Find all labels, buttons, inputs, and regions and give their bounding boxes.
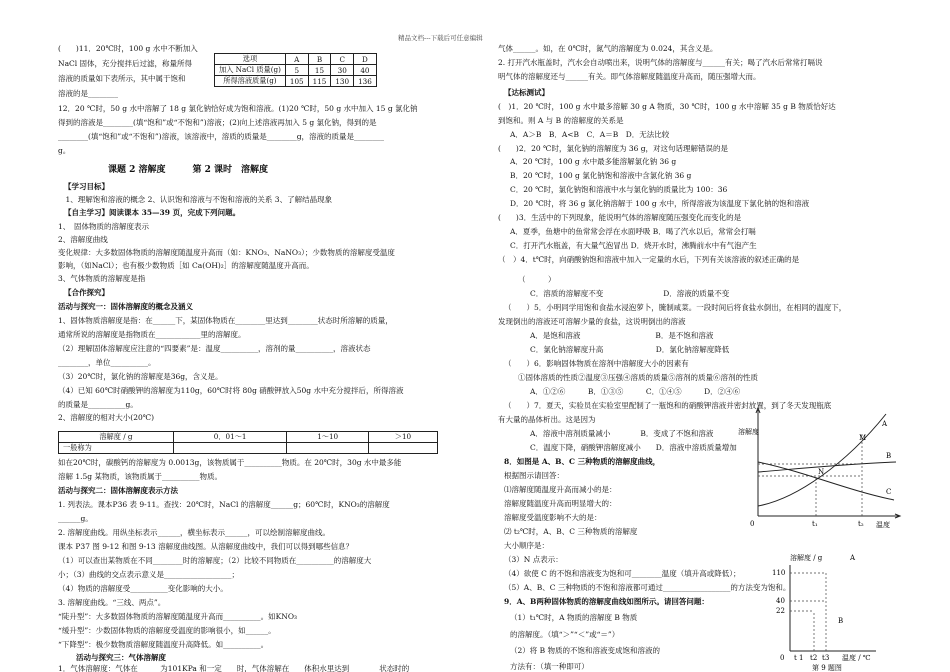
text-line: 方法有：（填一种即可） (510, 662, 589, 671)
table-cell: 30 (331, 65, 354, 76)
curve-c (758, 462, 894, 500)
text-line: NaCl 固体，充分搅拌后过滤，称量所得 (58, 59, 193, 68)
table-cell: 5 (285, 65, 308, 76)
table-row (59, 443, 438, 454)
text-line: A．A＞B B．A<B C．A＝B D．无法比较 (510, 130, 670, 139)
text-line: ( )3．生活中的下列现象，能说明气体的溶解度随压强变化而变化的是 (498, 213, 742, 222)
text-line: （4）已知 60℃时硝酸钾的溶解度为110g，60℃时将 80g 硝酸钾放入50g 水中充分搅拌后，所得溶液 (58, 386, 404, 395)
text-line: 小；（3）曲线的交点表示意义是__________________； (58, 570, 240, 579)
text-line: C．20 ℃时，氯化钠饱和溶液中水与氯化钠的质量比为 100：36 (510, 185, 728, 194)
text-line: （4）物质的溶解度受__________变化影响的大小。 (58, 584, 228, 593)
graph9-ytick-110: 110 (772, 569, 786, 577)
graph8-t2: t₂ (858, 520, 864, 528)
text-line: 溶液的质量如下表所示，其中属于饱和 (58, 74, 186, 83)
table-cell: 1～10 (287, 432, 369, 443)
solubility-level-table (58, 431, 438, 454)
table-row (215, 65, 377, 76)
text-line: 【学习目标】 (64, 182, 109, 191)
graph8-label-a: A (882, 420, 888, 428)
nacl-table (214, 53, 377, 87)
graph9-caption: 第 9 题图 (812, 664, 842, 672)
graph8-xlabel: 温度 (876, 521, 890, 529)
table-cell: 40 (354, 65, 377, 76)
text-line: C．温度下降，硝酸钾溶解度减小 D．溶液中溶质质量增加 (530, 443, 737, 452)
graph8-ylabel: 溶解度 (738, 428, 759, 436)
table-cell: B (308, 54, 331, 65)
text-line: 8．如图是 A、B、C 三种物质的溶解度曲线， (504, 457, 661, 466)
table-cell: 0．01～1 (173, 432, 287, 443)
text-line: ________(填“饱和”或“不饱和”)溶液，该溶液中，溶质的质量是________g，溶液的质量是________ (58, 132, 384, 141)
text-line: ________，单位__________。 (58, 358, 156, 367)
text-line: 通常所说的溶解度是指物质在____________里的溶解度。 (58, 330, 246, 339)
graph9-xtick-t3: t3 (822, 654, 830, 662)
text-line: 3、气体物质的溶解度是指 (58, 274, 146, 283)
text-line: ( )11．20℃时，100 g 水中不断加入 (58, 44, 198, 53)
text-line: 1、理解饱和溶液的概念 2、认识饱和溶液与不饱和溶液的关系 3、了解结晶现象 (58, 195, 333, 204)
text-line: A．夏季，鱼塘中的鱼常常会浮在水面呼吸 B．喝了汽水以后，常常会打嗝 (510, 227, 756, 236)
text-line: g。 (58, 146, 71, 155)
graph8-t1: t₁ (812, 520, 818, 528)
text-line: 2. 溶解度曲线。用纵坐标表示______，横坐标表示______，可以绘制溶解度曲线。 (58, 528, 331, 537)
text-line: 到饱和。则 A 与 B 的溶解度的关系是 (498, 116, 624, 125)
table-cell: 一般称为 (59, 443, 174, 454)
solubility-curve-graph-8 (736, 404, 908, 532)
text-line: 【自主学习】阅读课本 35—39 页，完成下列问题。 (64, 208, 241, 217)
text-line: “陡升型”：大多数固体物质的溶解度随温度升高而__________。如KNO₃ (58, 612, 297, 621)
text-line: ( )2．20 ℃时，氯化钠的溶解度为 36 g，对这句话理解错误的是 (498, 144, 729, 153)
table-cell: 130 (331, 76, 354, 87)
text-line: ①固体溶质的性质②温度③压强④溶质的质量⑤溶剂的质量⑥溶剂的性质 (518, 373, 758, 382)
graph8-origin: 0 (750, 520, 755, 528)
text-line: 【达标测试】 (504, 88, 549, 97)
page-header: 精品文档---下载后可任意编辑 (398, 34, 483, 42)
graph9-ytick-22: 22 (776, 607, 785, 615)
text-line: （4）欲使 C 的不饱和溶液变为饱和可________温度（填升高或降低）； (504, 569, 741, 578)
table-cell (368, 443, 437, 454)
text-line: 如在20℃时，碳酸钙的溶解度为 0.0013g，该物质属于__________物质。在 20℃时，30g 水中最多能 (58, 458, 402, 467)
text-line: ( )1．20 ℃时，100 g 水中最多溶解 30 g A 物质，30 ℃时，100 g 水中溶解 35 g B 物质恰好达 (498, 102, 836, 111)
graph9-xtick-t2: t2 (810, 654, 818, 662)
table-cell (173, 443, 287, 454)
table-cell: A (285, 54, 308, 65)
graph9-ytick-40: 40 (776, 597, 785, 605)
text-line: 溶解度随温度升高而明显增大的： (504, 499, 617, 508)
text-line: “下降型”：极少数物质溶解度随温度升高降低。如__________。 (58, 640, 269, 649)
text-line: 课本 P37 图 9-12 和图 9-13 溶解度曲线图。从溶解度曲线中，我们可以得到哪些信息？ (58, 542, 354, 551)
graph8-label-b: B (886, 452, 892, 460)
text-line: C．溶质的溶解度不变 D．溶液的质量不变 (530, 289, 730, 298)
text-line: ⑴溶解度随温度升高而减小的是： (504, 485, 617, 494)
text-line: 溶解度受温度影响不大的是： (504, 513, 602, 522)
text-line: 1、 固体物质的溶解度表示 (58, 222, 150, 231)
text-line: B．20 ℃时，100 g 氯化钠饱和溶液中含氯化钠 36 g (510, 171, 692, 180)
text-line: A．20 ℃时，100 g 水中最多能溶解氯化钠 36 g (510, 157, 677, 166)
table-cell: 115 (308, 76, 331, 87)
text-line: （ ）7．夏天，实验员在实验室里配制了一瓶饱和的硝酸钾溶液并密封放置，到了冬天发现瓶底 (504, 401, 832, 410)
text-line: A．①②⑥ B．①③⑤ C．①④⑤ D．②④⑥ (530, 387, 741, 396)
graph9-series-b: B (838, 617, 844, 625)
table-cell: ＞10 (368, 432, 437, 443)
text-line: 的溶解度。（填“＞”“＜”或“＝”） (510, 630, 620, 639)
text-line: 9．A、B两种固体物质的溶解度曲线如图所示。请回答问题： (504, 597, 709, 606)
text-line: 1、固体物质溶解度是指：在______下，某固体物质在________里达到________状态时所溶解的质量， (58, 316, 393, 325)
text-line: （1）可以查出某物质在不同________时的溶解度；（2）比较不同物质在__________的溶解度大 (58, 556, 372, 565)
table-row (215, 76, 377, 87)
text-line: 3. 溶解度曲线。“三线、两点”。 (58, 598, 166, 607)
text-line: 影响，（如NaCl）；也有极少数物质［如 Ca(OH)₂］的溶解度随温度升高而。 (58, 261, 314, 270)
text-line: 的质量是__________g。 (58, 400, 138, 409)
graph9-series-a: A (850, 554, 856, 562)
text-line: 气体______。如，在 0℃时，氮气的溶解度为 0.024，其含义是。 (498, 44, 718, 53)
text-line: 根据图示请回答： (504, 471, 564, 480)
text-line: 溶解 1.5g 某物质，该物质属于__________物质。 (58, 472, 222, 481)
table-cell: 选项 (215, 54, 286, 65)
text-line: 活动与探究二：固体溶解度表示方法 (58, 486, 178, 495)
text-line: （5）A、B、C 三种物质的不饱和溶液都可通过__________________的方法变为饱和。 (504, 583, 791, 592)
text-line: （2）将 B 物质的不饱和溶液变成饱和溶液的 (510, 646, 661, 655)
text-line: C．打开汽水瓶盖，有大量气泡冒出 D．烧开水时，沸腾前水中有气泡产生 (510, 241, 757, 250)
table-cell (287, 443, 369, 454)
table-cell: C (331, 54, 354, 65)
text-line: 变化规律：大多数固体物质的溶解度随温度升高而（如：KNO₃、NaNO₃）；少数物质的溶解度受温度 (58, 248, 395, 257)
text-line: D．20 ℃时，将 36 g 氯化钠溶解于 100 g 水中，所得溶液为该温度下氯化钠的饱和溶液 (510, 199, 810, 208)
text-line: C．氯化钠溶解度升高 D．氯化钠溶解度降低 (530, 345, 730, 354)
graph8-label-m: M (859, 434, 867, 442)
text-line: 活动与探究一：固体溶解度的概念及涵义 (58, 302, 193, 311)
text-line: 2、溶解度曲线 (58, 235, 108, 244)
text-line: “缓升型”：少数固体物质的溶解度受温度的影响很小，如______。 (58, 626, 276, 635)
text-line: 发现倒出的溶液还可溶解少量的食盐，这说明倒出的溶液 (498, 317, 686, 326)
text-line: （1）t₁℃时，A 物质的溶解度 B 物质 (510, 613, 638, 622)
graph9-ylabel: 溶解度 / g (790, 554, 823, 562)
text-line: 1. 列表法。课本P36 表 9-11。查找：20℃时，NaCl 的溶解度______g；60℃时，KNO₃的溶解度 (58, 500, 390, 509)
text-line: 2. 打开汽水瓶盖时，汽水会自动喷出来，说明气体的溶解度与______有关；喝了汽水后常常打嗝说 (498, 58, 823, 67)
text-line: （ ） (518, 275, 556, 284)
solubility-curve-graph-9 (756, 553, 906, 672)
text-line: （ ）6．影响固体物质在溶剂中溶解度大小的因素有 (504, 359, 689, 368)
text-line: （ ）5．小明同学用饱和食盐水浸泡萝卜，腌制咸菜。一段时间后将食盐水倒出，在相同的温度下， (504, 303, 847, 312)
graph9-xlabel: 温度 / ℃ (842, 654, 871, 662)
text-line: （3）20℃时，氯化钠的溶解度是36g，含义是。 (58, 372, 223, 381)
text-line: 明气体的溶解度还与______有关。即气体溶解度随温度升高而，随压强增大而。 (498, 72, 761, 81)
table-cell: D (354, 54, 377, 65)
text-line: 2、溶解度的相对大小(20℃) (58, 413, 155, 422)
table-row (215, 54, 377, 65)
text-line: 【合作探究】 (64, 288, 109, 297)
text-line: 1．气体溶解度：气体在______为101KPa 和一定____时，气体溶解在____体积水里达到________状态时的 (58, 664, 410, 672)
graph8-label-n: N (818, 468, 825, 476)
text-line: A．是饱和溶液 B．是不饱和溶液 (530, 331, 714, 340)
graph8-label-c: C (886, 488, 892, 496)
table-cell: 105 (285, 76, 308, 87)
text-line: 有大量的晶体析出。这是因为 (498, 415, 596, 424)
text-line: 大小顺序是： (504, 541, 549, 550)
text-line: 活动与探究三：气体溶解度 (76, 653, 166, 662)
text-line: （2）理解固体溶解度应注意的“四要素”是：温度__________，溶剂的量__________，溶液状态 (58, 344, 371, 353)
text-line: （ ）4．t℃时，向硝酸钠饱和溶液中加入一定量的水后，下列有关该溶液的叙述正确的是 (498, 255, 800, 264)
table-cell: 15 (308, 65, 331, 76)
curve-a (758, 414, 886, 506)
graph9-origin: 0 (780, 654, 785, 662)
text-line: 课题 2 溶解度 第 2 课时 溶解度 (108, 165, 269, 175)
table-cell: 加入 NaCl 质量(g) (215, 65, 286, 76)
table-cell: 所得溶液质量(g) (215, 76, 286, 87)
text-line: ⑵ t₂℃时，A、B、C 三种物质的溶解度 (504, 527, 638, 536)
text-line: 得到的溶液是________(填“饱和”或“不饱和”)溶液；(2)向上述溶液再加入 5 g 氯化钠，得到的是 (58, 118, 377, 127)
text-line: （3）N 点表示： (504, 555, 563, 564)
graph9-xtick-t1: t 1 (794, 654, 804, 662)
table-row (59, 432, 438, 443)
text-line: 12．20 ℃时，50 g 水中溶解了 18 g 氯化钠恰好成为饱和溶液。(1)20 ℃时，50 g 水中加入 15 g 氯化钠 (58, 104, 418, 113)
table-cell: 溶解度 / g (59, 432, 174, 443)
text-line: ______g。 (58, 514, 93, 523)
text-line: 溶液的是________ (58, 89, 118, 98)
text-line: A．溶液中溶剂质量减小 B．变成了不饱和溶液 (530, 429, 714, 438)
table-cell: 136 (354, 76, 377, 87)
